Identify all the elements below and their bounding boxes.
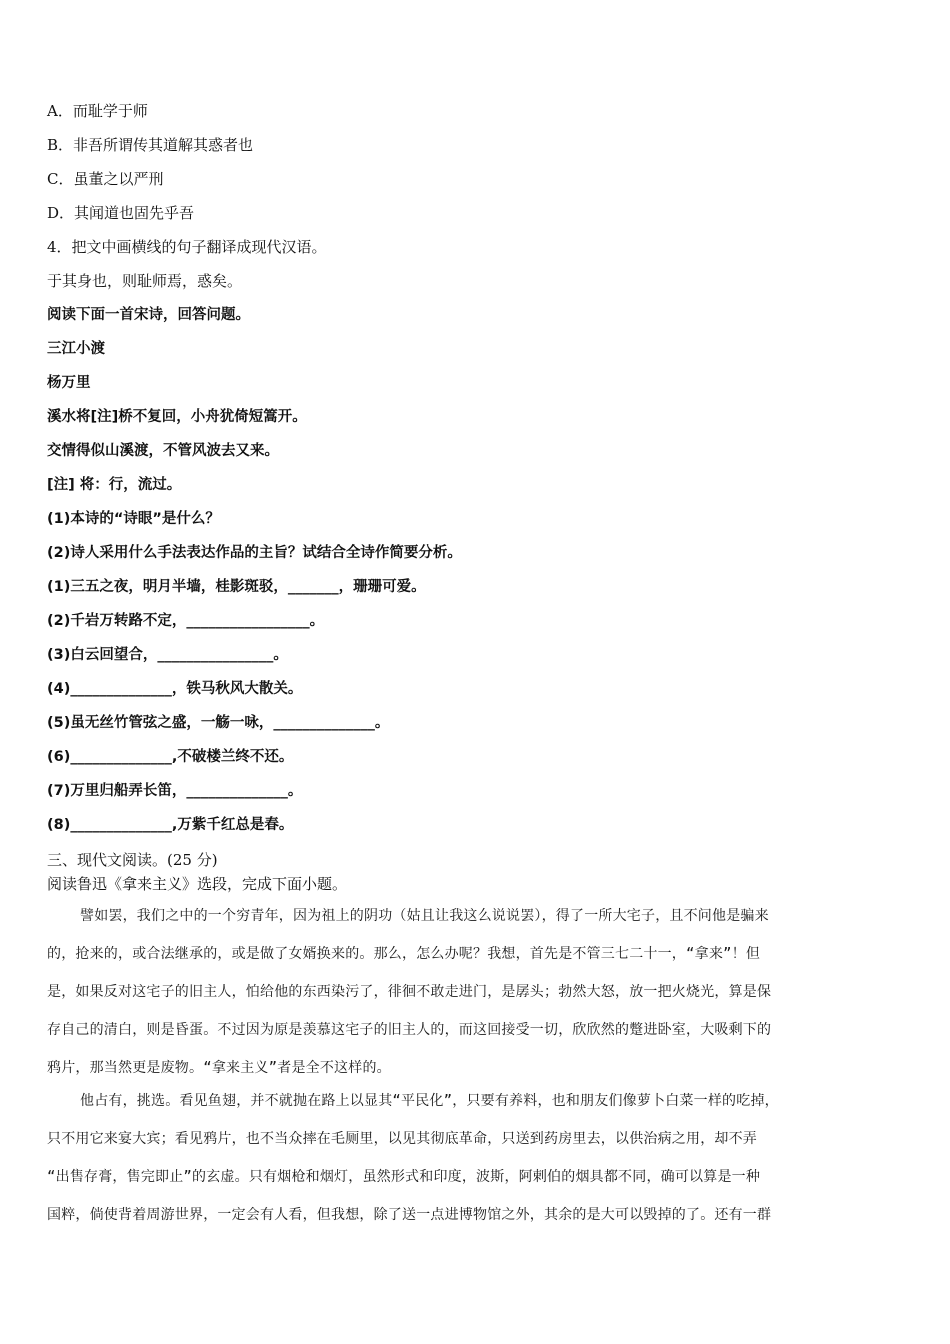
fill-blank-8: (8)______________,万紫千红总是春。 xyxy=(47,817,294,833)
section-heading: 三、现代文阅读。(25 分) xyxy=(47,851,218,869)
passage-line: 他占有，挑选。看见鱼翅，并不就抛在路上以显其“平民化”，只要有养料，也和朋友们像萝卜白菜一样的吃掉， xyxy=(80,1093,779,1109)
question-4: 4．把文中画横线的句子翻译成现代汉语。 xyxy=(47,238,327,256)
poem-note: [注] 将：行，流过。 xyxy=(47,477,182,493)
fill-blank-2: (2)千岩万转路不定，_________________。 xyxy=(47,613,325,629)
translate-sentence: 于其身也，则耻师焉，惑矣。 xyxy=(47,272,243,290)
poem-line-1: 溪水将[注]桥不复回，小舟犹倚短篙开。 xyxy=(47,409,307,425)
passage-line: 只不用它来宴大宾；看见鸦片，也不当众摔在毛厕里，以见其彻底革命，只送到药房里去，以供治病之用，却不弄 xyxy=(47,1131,757,1147)
fill-blank-7: (7)万里归船弄长笛，______________。 xyxy=(47,783,303,799)
section-intro: 阅读鲁迅《拿来主义》选段，完成下面小题。 xyxy=(47,875,348,893)
passage-line: 是，如果反对这宅子的旧主人，怕给他的东西染污了，徘徊不敢走进门，是孱头；勃然大怒，放一把火烧光，算是保 xyxy=(47,984,772,1000)
fill-blank-5: (5)虽无丝竹管弦之盛，一觞一咏，______________。 xyxy=(47,715,390,731)
passage-line: 譬如罢，我们之中的一个穷青年，因为祖上的阴功（姑且让我这么说说罢），得了一所大宅子，且不问他是骗来 xyxy=(80,908,769,924)
fill-blank-3: (3)白云回望合，________________。 xyxy=(47,647,288,663)
passage-line: 鸦片，那当然更是废物。“拿来主义”者是全不这样的。 xyxy=(47,1060,391,1076)
poem-title: 三江小渡 xyxy=(47,341,105,357)
option-a: A．而耻学于师 xyxy=(47,102,148,120)
poem-question-2: (2)诗人采用什么手法表达作品的主旨？试结合全诗作简要分析。 xyxy=(47,545,462,561)
option-d: D．其闻道也固先乎吾 xyxy=(47,204,195,222)
passage-line: “出售存膏，售完即止”的玄虚。只有烟枪和烟灯，虽然形式和印度，波斯，阿剌伯的烟具都不同，确可以算是一种 xyxy=(47,1169,761,1185)
option-b: B．非吾所谓传其道解其惑者也 xyxy=(47,136,254,154)
fill-blank-6: (6)______________,不破楼兰终不还。 xyxy=(47,749,294,765)
passage-line: 国粹，倘使背着周游世界，一定会有人看，但我想，除了送一点进博物馆之外，其余的是大可以毁掉的了。还有一群 xyxy=(47,1207,772,1223)
passage-line: 的，抢来的，或合法继承的，或是做了女婿换来的。那么，怎么办呢？我想，首先是不管三七二十一，“拿来”！但 xyxy=(47,946,761,962)
fill-blank-1: (1)三五之夜，明月半墙，桂影斑驳，_______，珊珊可爱。 xyxy=(47,579,426,595)
poem-question-1: (1)本诗的“诗眼”是什么？ xyxy=(47,511,220,527)
poem-author: 杨万里 xyxy=(47,375,91,391)
poem-line-2: 交情得似山溪渡，不管风波去又来。 xyxy=(47,443,279,459)
fill-blank-4: (4)______________，铁马秋风大散关。 xyxy=(47,681,303,697)
passage-line: 存自己的清白，则是昏蛋。不过因为原是羡慕这宅子的旧主人的，而这回接受一切，欣欣然的蹩进卧室，大吸剩下的 xyxy=(47,1022,772,1038)
option-c: C．虽董之以严刑 xyxy=(47,170,164,188)
poem-intro: 阅读下面一首宋诗，回答问题。 xyxy=(47,307,250,323)
